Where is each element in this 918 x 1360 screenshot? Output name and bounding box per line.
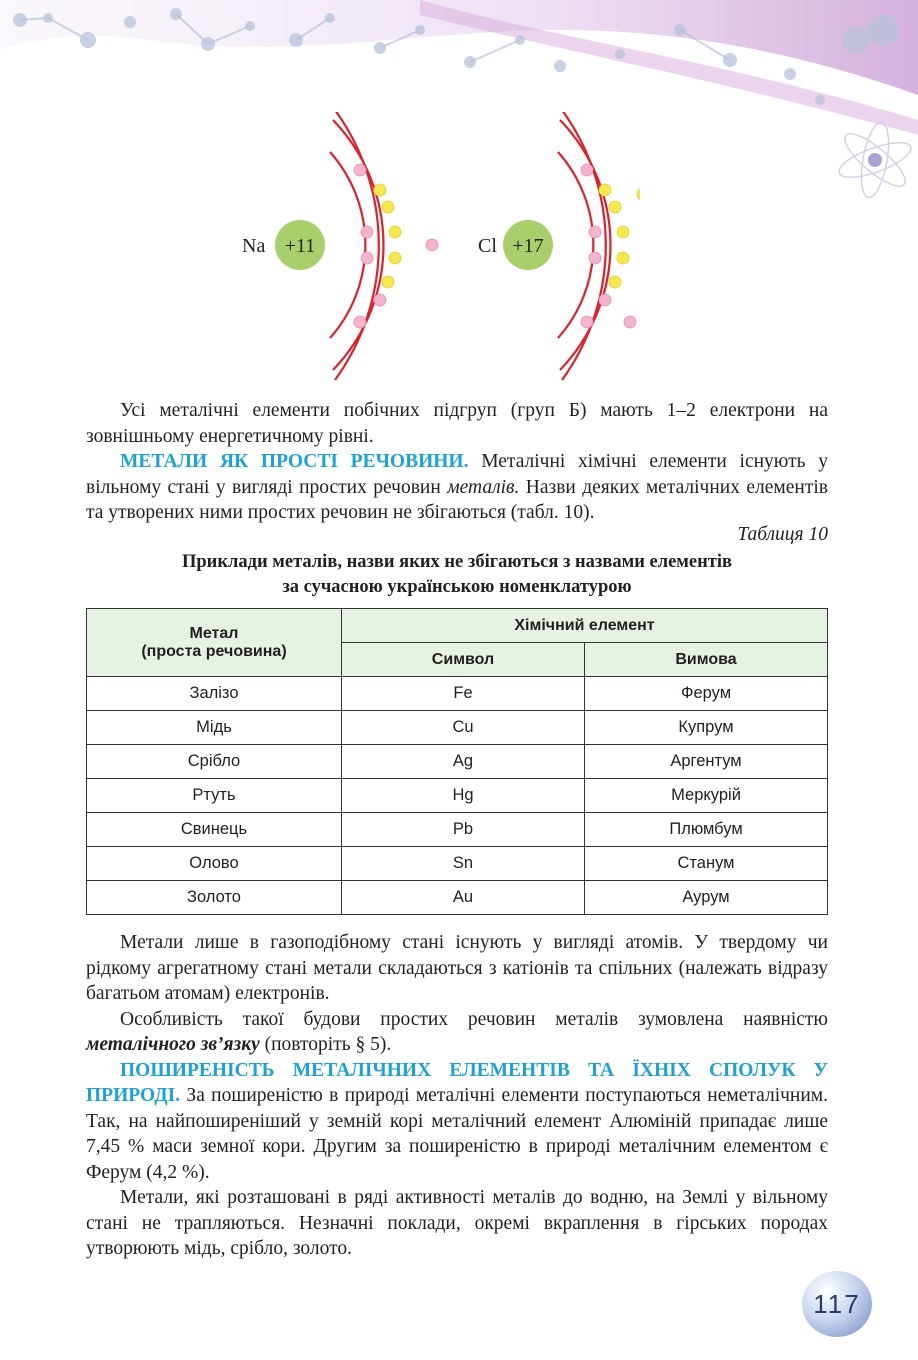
header-metal: Метал (проста речовина) <box>87 609 342 677</box>
paragraph-subgroup-electrons: Усі металічні елементи побічних підгруп (груп Б) мають 1–2 електрони на зовнішньому енергетичному рівні. <box>86 400 828 447</box>
table-row <box>87 779 828 813</box>
paragraph-native-metals: Метали, які розташовані в ряді активності металів до водню, на Землі у вільному стані не трапляються. Незначні поклади, окремі вкраплення в гірських породах утворюють мідь, срібло, золото. <box>86 1187 828 1259</box>
cell-metal: Залізо <box>87 677 342 711</box>
intro-text <box>86 398 828 526</box>
table-row <box>87 711 828 745</box>
section-heading-abundance: ПОШИРЕНІСТЬ МЕТАЛІЧНИХ ЕЛЕМЕНТІВ ТА ЇХНІХ СПОЛУК У ПРИРОДІ. <box>86 1059 828 1106</box>
header-symbol: Символ <box>342 643 585 677</box>
sodium-atom <box>242 112 438 380</box>
cell-symbol: Sn <box>342 847 585 881</box>
electron-shell-diagram <box>220 112 640 382</box>
table-row <box>87 813 828 847</box>
cell-symbol: Fe <box>342 677 585 711</box>
cell-symbol: Au <box>342 881 585 915</box>
cell-pronunciation: Купрум <box>585 711 828 745</box>
table-title: Приклади металів, назви яких не збігаються з назвами елементів за сучасною українською номенклатурою <box>182 552 732 597</box>
cell-pronunciation: Меркурій <box>585 779 828 813</box>
metals-table <box>86 608 828 915</box>
table-row <box>87 745 828 779</box>
section-heading-metals: МЕТАЛИ ЯК ПРОСТІ РЕЧОВИНИ. <box>120 451 469 472</box>
cell-pronunciation: Аурум <box>585 881 828 915</box>
paragraph-abundance: ПОШИРЕНІСТЬ МЕТАЛІЧНИХ ЕЛЕМЕНТІВ ТА ЇХНІХ СПОЛУК У ПРИРОДІ. За поширеністю в природі металічні елементи поступаються неметалічним. Так, на найпоширеніший у земній корі металічний елемент Алюміній припадає лише 7,45 % маси земної кори. Другим за поширеністю в природі металічним елементом є Ферум (4,2 %). <box>86 1059 828 1183</box>
paragraph-metals-simple-substances: МЕТАЛИ ЯК ПРОСТІ РЕЧОВИНИ. Металічні хімічні елементи існують у вільному стані у вигляді простих речовин металів. Назви деяких металічних елементів та утворених ними простих речовин не збігаються (табл. 10). <box>86 451 828 523</box>
table-label: Таблиця 10 <box>737 524 828 545</box>
sodium-symbol: Na <box>242 235 266 257</box>
cell-metal: Ртуть <box>87 779 342 813</box>
header-pronunciation: Вимова <box>585 643 828 677</box>
chlorine-charge: +17 <box>512 235 544 257</box>
cell-metal: Олово <box>87 847 342 881</box>
cell-pronunciation: Станум <box>585 847 828 881</box>
header-element: Хімічний елемент <box>342 609 828 643</box>
table-row <box>87 677 828 711</box>
table-row <box>87 847 828 881</box>
cell-pronunciation: Плюмбум <box>585 813 828 847</box>
page-number: 117 <box>802 1271 872 1337</box>
sodium-charge: +11 <box>284 235 316 257</box>
cell-pronunciation: Аргентум <box>585 745 828 779</box>
cell-metal: Мідь <box>87 711 342 745</box>
cell-pronunciation: Ферум <box>585 677 828 711</box>
cell-symbol: Hg <box>342 779 585 813</box>
cell-metal: Золото <box>87 881 342 915</box>
table-row <box>87 881 828 915</box>
cell-symbol: Pb <box>342 813 585 847</box>
paragraph-metal-state: Метали лише в газоподібному стані існують у вигляді атомів. У твердому чи рідкому агрегатному стані метали складаються з катіонів та спільних (належать відразу багатьом атомам) електронів. <box>86 932 828 1004</box>
cell-metal: Свинець <box>87 813 342 847</box>
cell-symbol: Cu <box>342 711 585 745</box>
body-text <box>86 930 828 1262</box>
cell-symbol: Ag <box>342 745 585 779</box>
cell-metal: Срібло <box>87 745 342 779</box>
chlorine-symbol: Cl <box>478 235 497 257</box>
chlorine-atom <box>478 112 640 380</box>
paragraph-metallic-bond: Особливість такої будови простих речовин металів зумовлена наявністю металічного зв’язку (повторіть § 5). <box>86 1008 828 1055</box>
